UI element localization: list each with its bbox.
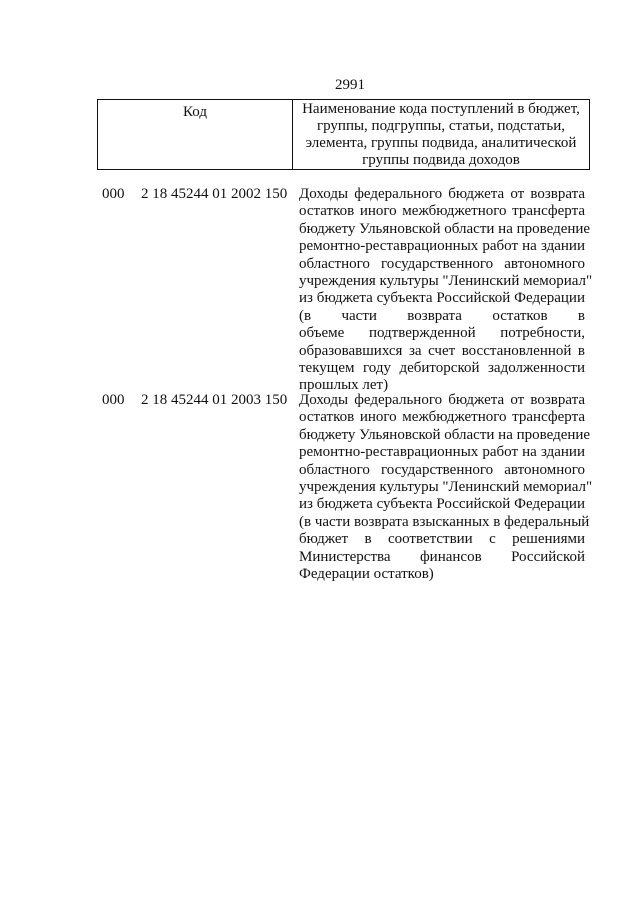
description-line: Доходы федерального бюджета от возврата — [299, 186, 585, 202]
page-number: 2991 — [335, 77, 365, 93]
header-table — [97, 99, 590, 170]
description-line: бюджету Ульяновской области на проведение — [299, 220, 591, 237]
header-name-label: Наименование кода поступлений в бюджет, группы, подгруппы, статьи, подстатьи, элемента, группы подвида, аналитической группы подвида доходов — [302, 101, 580, 168]
description-line: Федерации остатков) — [299, 565, 434, 582]
description-line: бюджет в соответствии с решениями — [299, 531, 585, 548]
row-description — [299, 392, 593, 583]
row-description — [299, 186, 593, 395]
description-line: областного государственного автономного — [299, 461, 585, 478]
income-code: 2 18 45244 01 2003 150 — [141, 392, 288, 408]
description-line: из бюджета субъекта Российской Федерации — [299, 290, 585, 307]
description-line: остатков иного межбюджетного трансферта — [299, 203, 585, 220]
description-line: областного государственного автономного — [299, 255, 585, 272]
description-line: из бюджета субъекта Российской Федерации — [299, 496, 585, 513]
admin-code: 000 — [102, 186, 125, 202]
description-line: Министерства финансов Российской — [299, 548, 585, 565]
description-line: учреждения культуры "Ленинский мемориал" — [299, 272, 593, 289]
description-line: учреждения культуры "Ленинский мемориал" — [299, 478, 593, 495]
description-line: прошлых лет) — [299, 377, 389, 394]
description-line: остатков иного межбюджетного трансферта — [299, 409, 585, 426]
header-name-cell — [293, 100, 590, 170]
description-line: (в части возврата остатков в — [299, 307, 585, 324]
description-line: бюджету Ульяновской области на проведение — [299, 426, 591, 443]
description-line: объеме подтвержденной потребности, — [299, 325, 585, 342]
header-code-cell — [98, 100, 293, 170]
description-line: образовавшихся за счет восстановленной в — [299, 342, 585, 359]
description-line: ремонтно-реставрационных работ на здании — [299, 444, 585, 461]
description-line: Доходы федерального бюджета от возврата — [299, 392, 585, 408]
income-code: 2 18 45244 01 2002 150 — [141, 186, 288, 202]
description-line: (в части возврата взысканных в федеральный — [299, 513, 590, 530]
admin-code: 000 — [102, 392, 125, 408]
description-line: текущем году дебиторской задолженности — [299, 359, 585, 376]
header-code-label: Код — [183, 104, 207, 120]
description-line: ремонтно-реставрационных работ на здании — [299, 238, 585, 255]
